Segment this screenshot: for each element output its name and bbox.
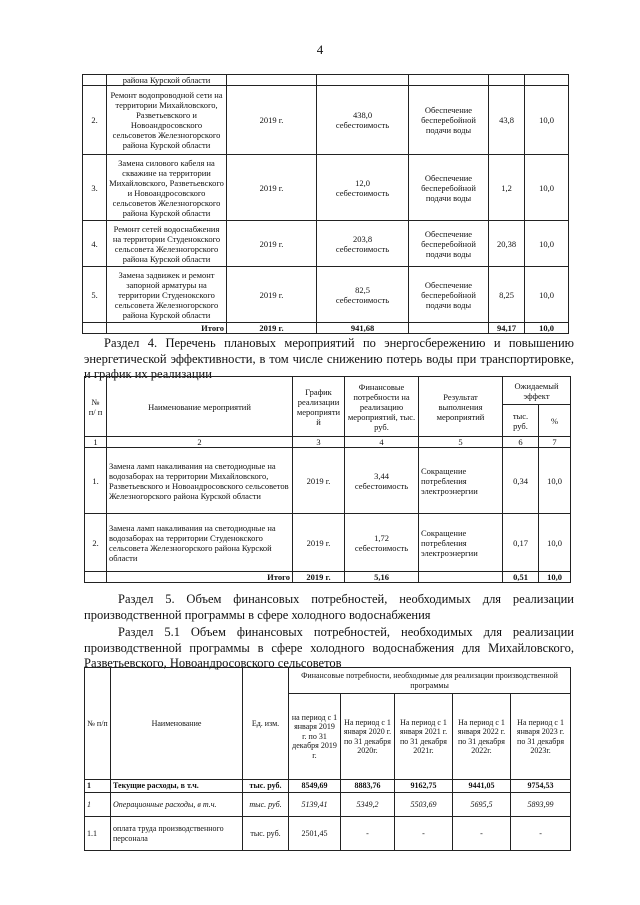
total-row: Итого 2019 г. 5,16 0,51 10,0 <box>85 572 571 583</box>
table-row: 4. Ремонт сетей водоснабжения на территории Студенокского сельсовета Железногорского района Курской области 2019 г. 203,8 себестоимость Обеспечение бесперебойной подачи воды 20,38 10,0 <box>83 221 569 267</box>
table-row: 1 Операционные расходы, в т.ч. тыс. руб. 5139,41 5349,2 5503,69 5695,5 5893,99 <box>85 793 571 817</box>
section-5-heading: Раздел 5. Объем финансовых потребностей, необходимых для реализации производственной программы в сфере холодного водоснабжения <box>84 592 574 622</box>
table-row: 2. Ремонт водопроводной сети на территории Михайловского, Разветьевского и Новоандросовского сельсоветов Железногорского района Курской области 2019 г. 438,0 себестоимость Обеспечение бесперебойной подачи воды 43,8 10,0 <box>83 86 569 155</box>
financial-needs-table: № п/п Наименование Ед. изм. Финансовые потребности, необходимые для реализации производственной программы на период с 1 января 2019 г. по 31 декабря 2019 г. На период с 1 января 2020 г. по 31 декабря 2020г. На период с 1 января 2021 г. по 31 декабря 2021г. На период с 1 января 2022 г. по 31 декабря 2022г. На период с 1 января 2023 г. по 31 декабря 2023г. 1 Текущие расходы, в т.ч. тыс. руб. 8549,69 8883,76 9162,75 9441,05 9754,53 1 Операционные расходы, в т.ч. тыс. руб. 5139,41 5349,2 5503,69 5695,5 5893,99 1.1 оплата труда производственного персонала тыс. руб. 2501,45 - - - - <box>84 667 571 851</box>
table-row: 3. Замена силового кабеля на скважине на территории Михайловского, Разветьевского и Новоандросовского сельсоветов Железногорского района Курской области 2019 г. 12,0 себестоимость Обеспечение бесперебойной подачи воды 1,2 10,0 <box>83 155 569 221</box>
table-row: 2. Замена ламп накаливания на светодиодные на водозаборах на территории Студенокского сельсовета Железногорского района Курской области 2019 г. 1,72 себестоимость Сокращение потребления электроэнергии 0,17 10,0 <box>85 514 571 572</box>
table-row: 5. Замена задвижек и ремонт запорной арматуры на территории Студенокского сельсовета Железногорского района Курской области 2019 г. 82,5 себестоимость Обеспечение бесперебойной подачи воды 8,25 10,0 <box>83 267 569 323</box>
section-4-heading: Раздел 4. Перечень плановых мероприятий по энергосбережению и повышению энергетической эффективности, в том числе снижению потерь воды при транспортировке, и график их реализации <box>84 336 574 381</box>
table-row: 1.1 оплата труда производственного персонала тыс. руб. 2501,45 - - - - <box>85 817 571 851</box>
page-number: 4 <box>316 42 324 57</box>
top-row-name: района Курской области <box>107 75 227 86</box>
table-row: 1. Замена ламп накаливания на светодиодные на водозаборах на территории Михайловского, Разветьевского и Новоандросовского сельсоветов Железногорского района Курской области 2019 г. 3,44 себестоимость Сокращение потребления электроэнергии 0,34 10,0 <box>85 448 571 514</box>
measures-table-continued <box>82 74 569 334</box>
section-5-1-heading: Раздел 5.1 Объем финансовых потребностей, необходимых для реализации производственной программы в сфере холодного водоснабжения для Михайловского, Разветьевского, Новоандросовского сельсоветов <box>84 625 574 670</box>
energy-measures-table: № п/ п Наименование мероприятий График реализации мероприяти й Финансовые потребности на реализацию мероприятий, тыс. руб. Результат выполнения мероприятий Ожидаемый эффект тыс. руб. % 1 2 3 4 5 6 7 1. Замена ламп накаливания на светодиодные на водозаборах на территории Михайловского, Разветьевского и Новоандросовского сельсоветов Железногорского района Курской области 2019 г. 3,44 себестоимость Сокращение потребления электроэнергии 0,34 10,0 2. Замена ламп накаливания на светодиодные на водозаборах на территории Студенокского сельсовета Железногорского района Курской области 2019 г. 1,72 себестоимость Сокращение потребления электроэнергии 0,17 10,0 Итого 2019 г. 5,16 0,51 10,0 <box>84 376 571 583</box>
table-row: 1 Текущие расходы, в т.ч. тыс. руб. 8549,69 8883,76 9162,75 9441,05 9754,53 <box>85 780 571 793</box>
total-row: Итого 2019 г. 941,68 94,17 10,0 <box>83 323 569 334</box>
